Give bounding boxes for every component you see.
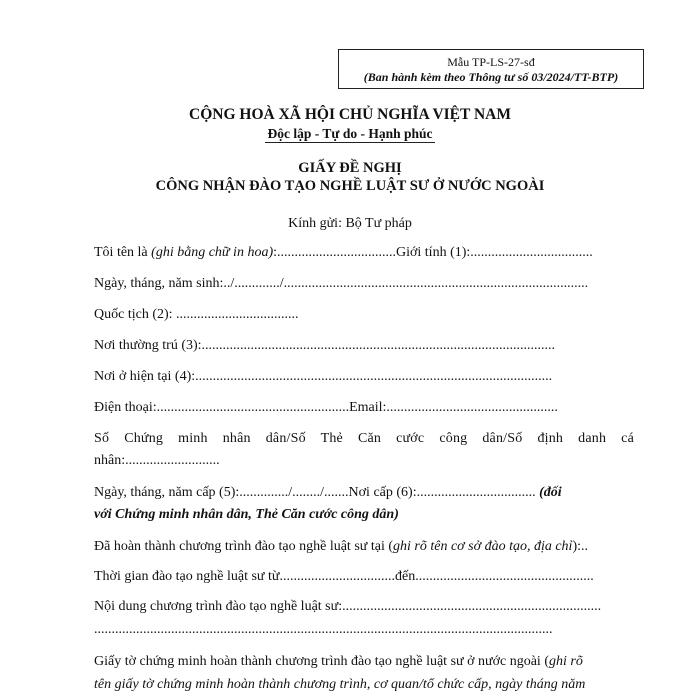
training-content-field[interactable]: Nội dung chương trình đào tạo nghề luật sư:..........................................................................	[94, 599, 602, 614]
issue-note-cont: với Chứng minh nhân dân, Thẻ Căn cước công dân)	[94, 507, 399, 522]
completed-field[interactable]: ):..	[572, 539, 589, 554]
motto-text: Độc lập - Tự do - Hạnh phúc	[267, 126, 433, 141]
name-hint: (ghi bằng chữ in hoa)	[151, 245, 274, 260]
permanent-residence-field[interactable]: Nơi thường trú (3):.....................................................................................................	[94, 338, 556, 353]
proof-hint-cont: tên giấy tờ chứng minh hoàn thành chương trình, cơ quan/tổ chức cấp, ngày tháng năm	[94, 677, 586, 692]
addressee: Kính gửi: Bộ Tư pháp	[288, 216, 412, 231]
nation-heading: CỘNG HOÀ XÃ HỘI CHỦ NGHĨA VIỆT NAM	[189, 106, 511, 123]
issue-note: (đối	[539, 485, 562, 500]
current-residence-field[interactable]: Nơi ở hiện tại (4):......................................................................................................	[94, 369, 553, 384]
completed-hint: ghi rõ tên cơ sở đào tạo, địa chỉ	[393, 539, 573, 554]
completed-line	[94, 537, 634, 557]
dob-field[interactable]: Ngày, tháng, năm sinh:../............./.......................................................................................	[94, 276, 589, 291]
nationality-field[interactable]: Quốc tịch (2): ...................................	[94, 307, 299, 322]
name-line	[94, 243, 634, 263]
phone-field[interactable]: Điện thoại:.......................................................	[94, 400, 350, 415]
form-code-box	[338, 49, 644, 89]
email-field[interactable]: Email:.................................................	[349, 400, 558, 415]
proof-label: Giấy tờ chứng minh hoàn thành chương trình đào tạo nghề luật sư ở nước ngoài (	[94, 654, 549, 669]
issue-place-field[interactable]: Nơi cấp (6):..................................	[348, 485, 540, 500]
gender-field[interactable]: Giới tính (1):...................................	[396, 245, 593, 260]
name-label: Tôi tên là	[94, 245, 152, 260]
form-issued-note: (Ban hành kèm theo Thông tư số 03/2024/TT-BTP)	[363, 70, 619, 84]
document-title: GIẤY ĐỀ NGHỊ	[298, 160, 402, 176]
id-field[interactable]: nhân:...........................	[94, 453, 220, 468]
document-subtitle: CÔNG NHẬN ĐÀO TẠO NGHỀ LUẬT SƯ Ở NƯỚC NGOÀI	[155, 178, 545, 194]
motto	[0, 126, 700, 142]
training-time-field[interactable]: Thời gian đào tạo nghề luật sư từ.................................đến...................................................	[94, 569, 594, 584]
training-content-cont[interactable]: ...................................................................................................................................	[94, 622, 553, 637]
form-code: Mẫu TP-LS-27-sđ	[447, 55, 535, 69]
id-line: Số Chứng minh nhân dân/Số Thẻ Căn cước công dân/Số định danh cá	[94, 431, 634, 446]
completed-label: Đã hoàn thành chương trình đào tạo nghề luật sư tại (	[94, 539, 394, 554]
issue-date-field[interactable]: Ngày, tháng, năm cấp (5):............../......../.......	[94, 485, 349, 500]
issue-line	[94, 483, 634, 503]
proof-line	[94, 652, 634, 672]
contact-line	[94, 398, 634, 418]
name-field[interactable]: :..................................	[273, 245, 396, 260]
proof-hint: ghi rõ	[549, 654, 583, 669]
